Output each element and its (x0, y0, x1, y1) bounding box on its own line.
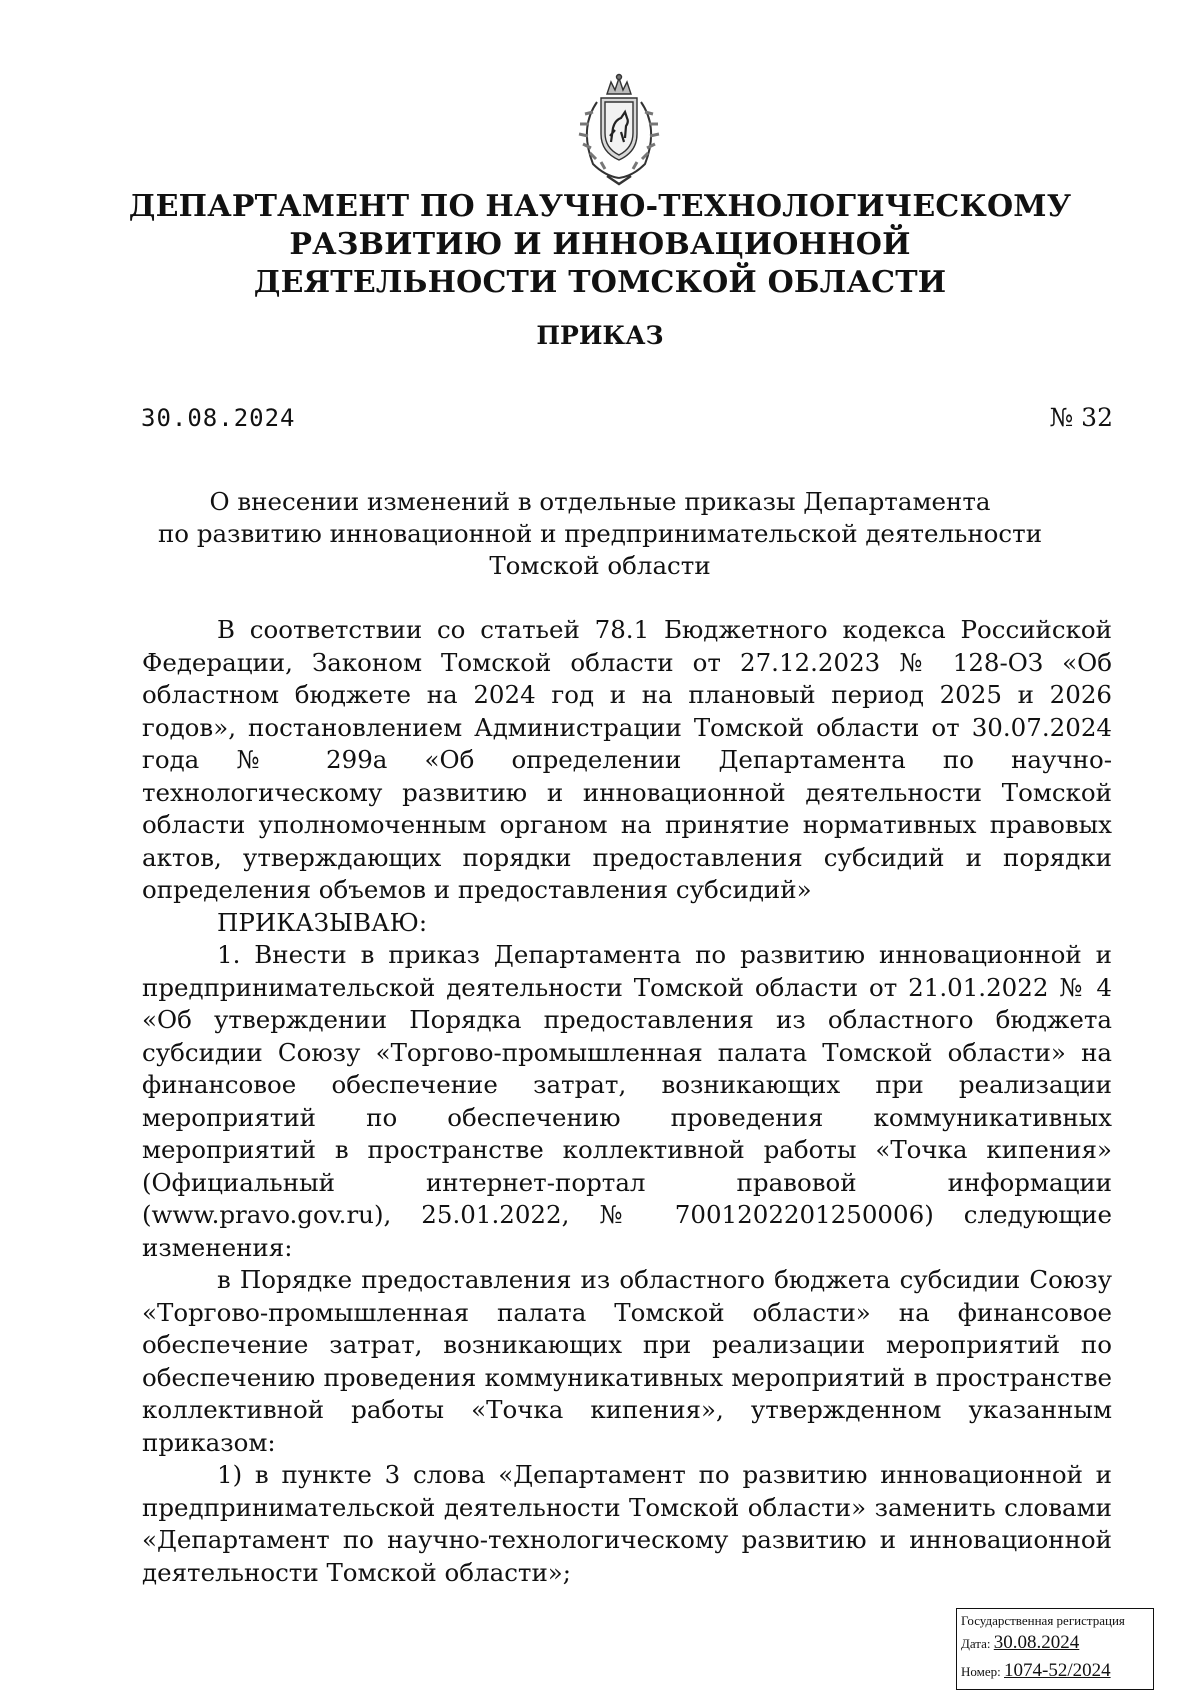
stamp-date-value: 30.08.2024 (993, 1632, 1080, 1653)
document-subject (150, 486, 1050, 582)
registration-stamp (956, 1608, 1154, 1690)
document-date: 30.08.2024 (141, 404, 296, 432)
document-body (142, 614, 1112, 1589)
stamp-date-row (961, 1629, 1149, 1657)
stamp-date-label: Дата: (961, 1636, 991, 1651)
item-1-1-paragraph: 1) в пункте 3 слова «Департамент по развитию инновационной и предпринимательской деятельности Томской области» заменить словами «Департамент по научно-технологическому развитию и инновационной деятельности Томской области»; (142, 1460, 1112, 1587)
tomsk-region-coat-of-arms-icon (563, 72, 675, 190)
subject-line: по развитию инновационной и предпринимательской деятельности (157, 519, 1043, 548)
department-name (100, 188, 1100, 302)
item-1-paragraph: 1. Внести в приказ Департамента по развитию инновационной и предпринимательской деятельности Томской области от 21.01.2022 № 4 «Об утверждении Порядка предоставления из областного бюджета субсидии Союзу «Торгово-промышленная палата Томской области» на финансовое обеспечение затрат, возникающих при реализации мероприятий по обеспечению проведения коммуникативных мероприятий в пространстве коллективной работы «Точка кипения» (Официальный интернет-портал правовой информации (www.pravo.gov.ru), 25.01.2022, № 7001202201250006) следующие изменения: (142, 940, 1112, 1262)
preamble-paragraph: В соответствии со статьей 78.1 Бюджетного кодекса Российской Федерации, Законом Томской области от 27.12.2023 № 128-ОЗ «Об областном бюджете на 2024 год и на плановый период 2025 и 2026 годов», постановлением Администрации Томской области от 30.07.2024 года № 299а «Об определении Департамента по научно-технологическому развитию и инновационной деятельности Томской области уполномоченным органом на принятие нормативных правовых актов, утверждающих порядки предоставления субсидий и порядки определения объемов и предоставления субсидий» (142, 615, 1112, 904)
stamp-number-label: Номер: (961, 1664, 1001, 1679)
department-line: ДЕЯТЕЛЬНОСТИ ТОМСКОЙ ОБЛАСТИ (253, 265, 947, 300)
stamp-title: Государственная регистрация (961, 1613, 1125, 1628)
stamp-number-value: 1074-52/2024 (1004, 1660, 1111, 1681)
department-line: РАЗВИТИЮ И ИННОВАЦИОННОЙ (289, 227, 911, 262)
department-line: ДЕПАРТАМЕНТ ПО НАУЧНО-ТЕХНОЛОГИЧЕСКОМУ (128, 189, 1072, 224)
item-1-intro-paragraph: в Порядке предоставления из областного бюджета субсидии Союзу «Торгово-промышленная палата Томской области» на финансовое обеспечение затрат, возникающих при реализации мероприятий по обеспечению проведения коммуникативных мероприятий в пространстве коллективной работы «Точка кипения», утвержденном указанным приказом: (142, 1265, 1112, 1457)
subject-line: О внесении изменений в отдельные приказы Департамента (209, 487, 991, 516)
document-kind: ПРИКАЗ (536, 321, 664, 350)
document-number: № 32 (1049, 403, 1113, 432)
stamp-number-row (961, 1657, 1149, 1685)
subject-line: Томской области (489, 551, 711, 580)
order-word: ПРИКАЗЫВАЮ: (217, 907, 428, 937)
